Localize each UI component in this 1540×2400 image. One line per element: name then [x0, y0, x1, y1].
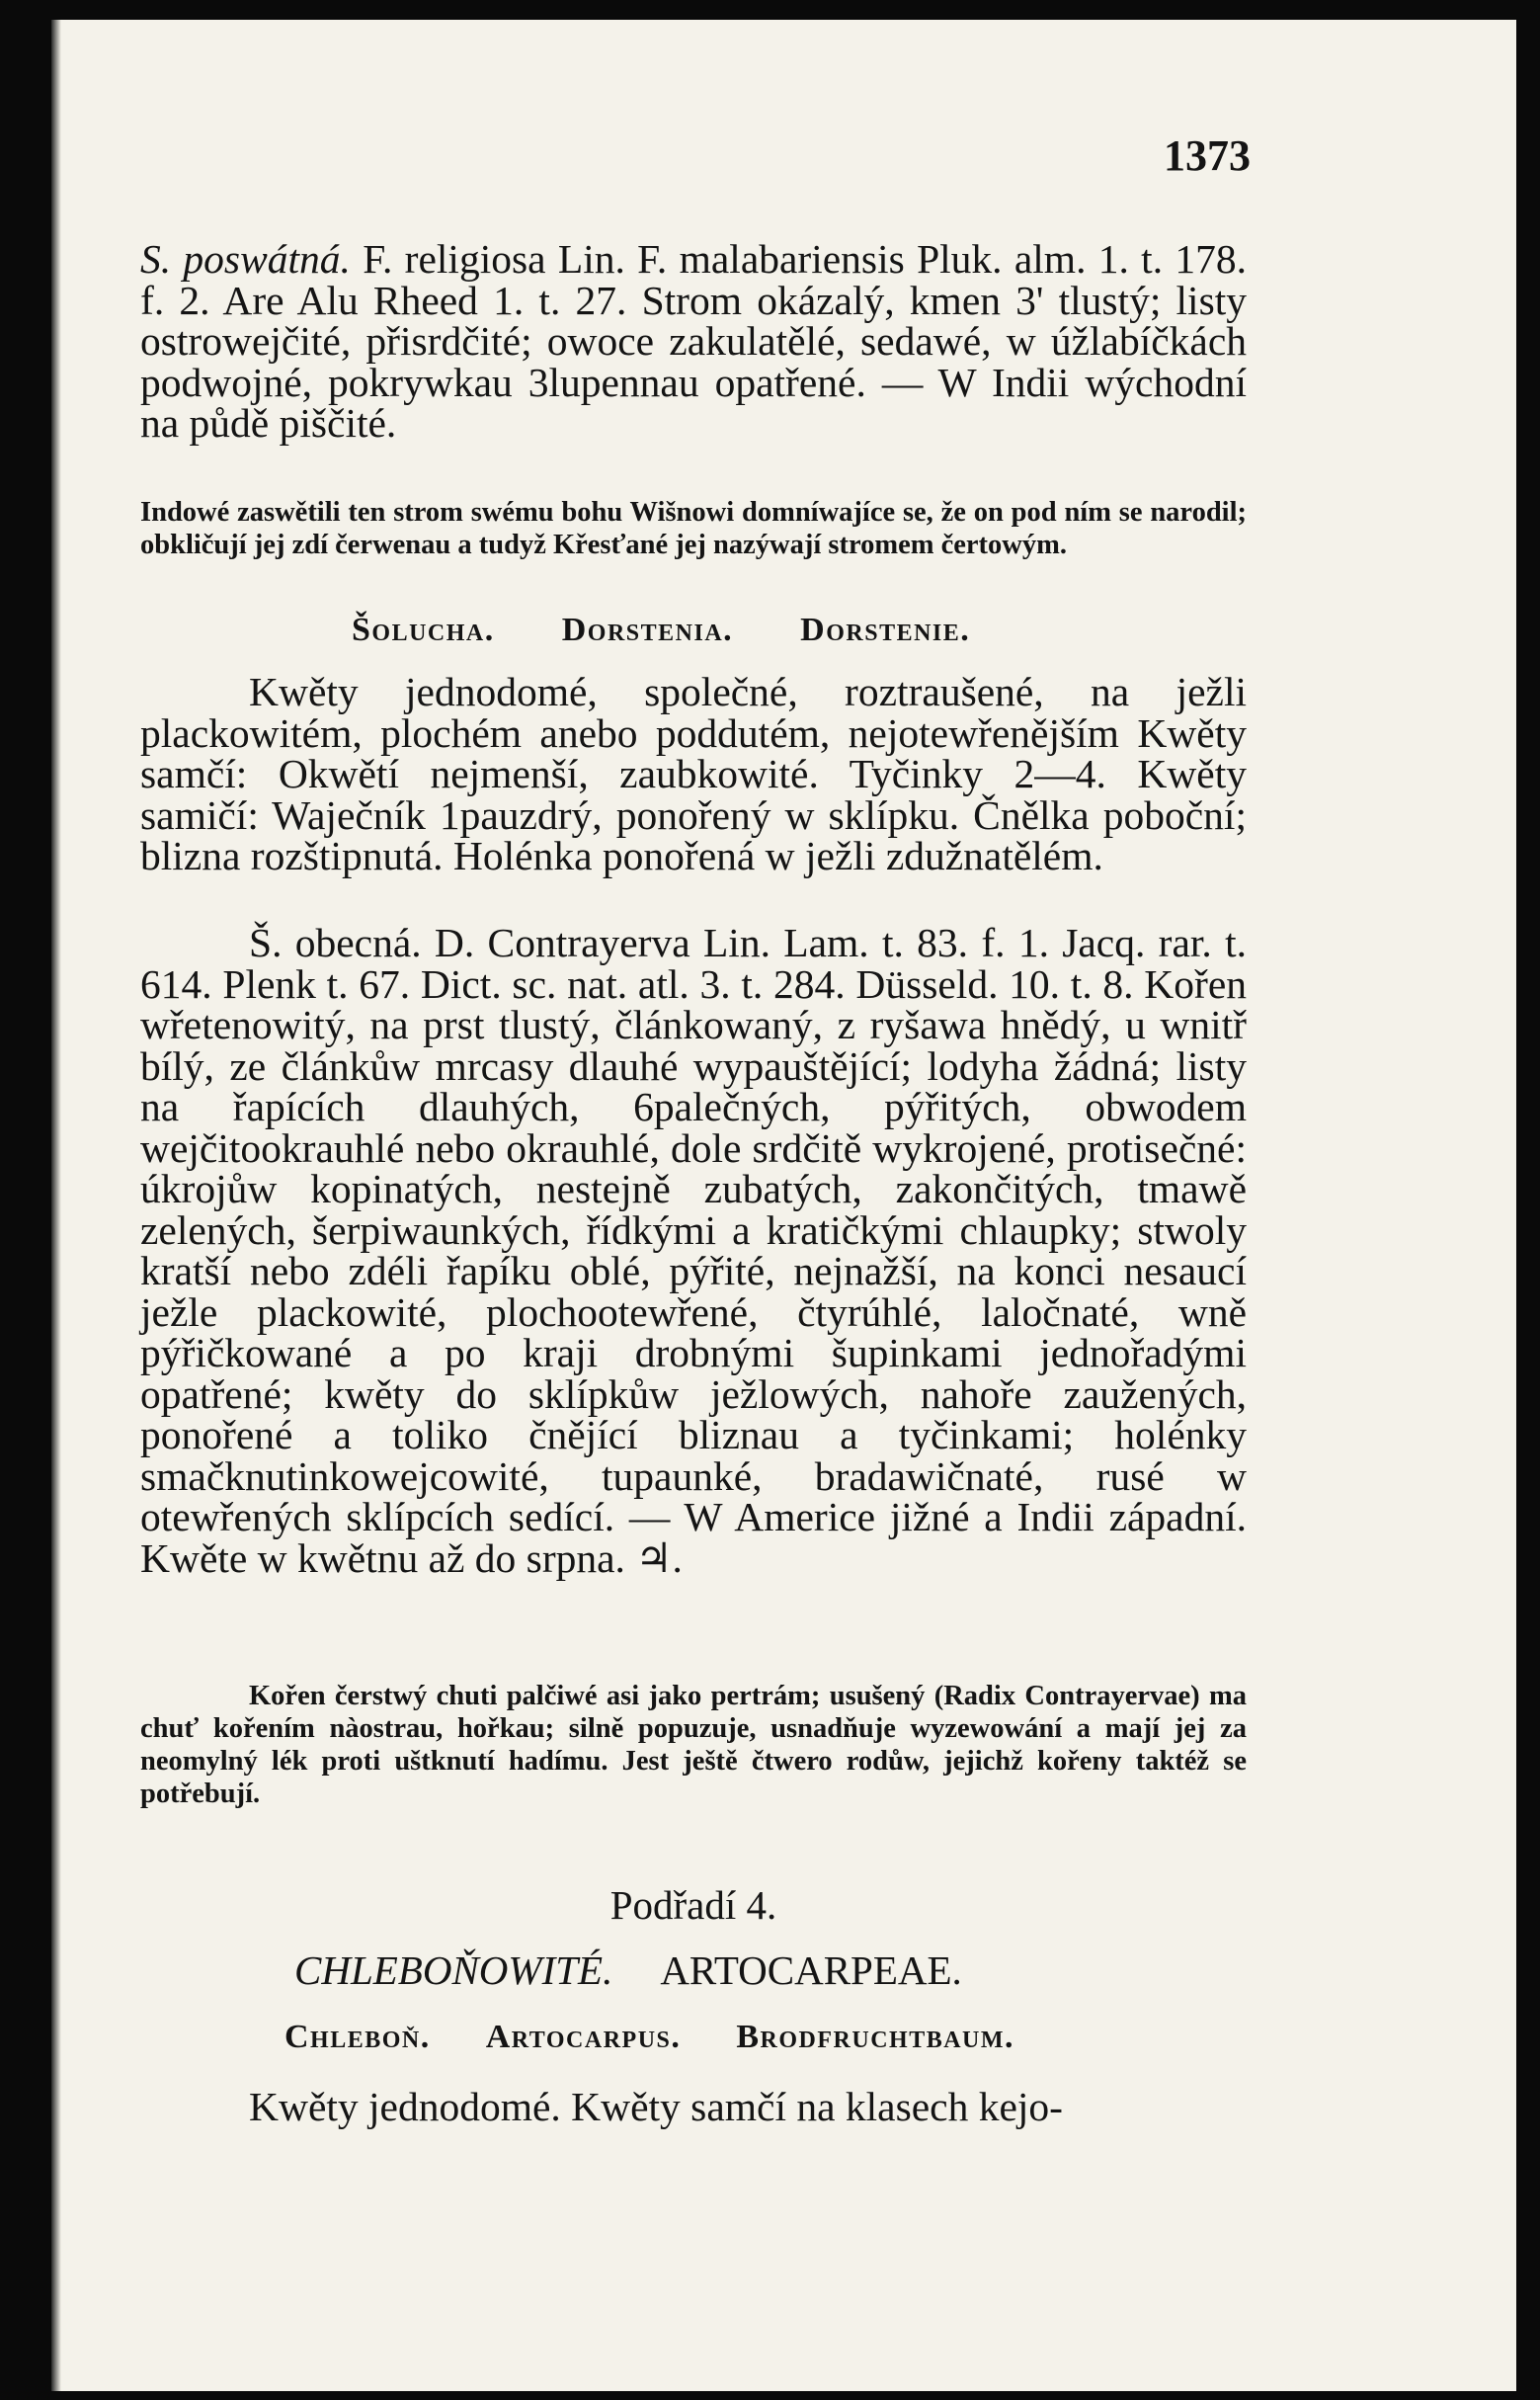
genus-heading-dorstenia — [352, 609, 1241, 652]
species-name: S. poswátná. — [140, 236, 351, 282]
subfamily-czech-name: CHLEBOŇOWITÉ. — [294, 1947, 613, 1993]
subfamily-latin-name: ARTOCARPEAE. — [660, 1947, 962, 1993]
genus-description-artocarpus: Kwěty jednodomé. Kwěty samčí na klasech kejo- — [249, 2084, 1063, 2129]
species-description: Strom okázalý, kmen 3' tlustý; listy ostrowejčité, přisrdčité; owoce zakulatělé, sedawé, w úžlabíčkách podwojné, pokrywkau 3lupennau opatřené. — W Indii wýchodní na půdě piščité. — [140, 277, 1248, 446]
genus-german-name: Dorstenie. — [800, 612, 971, 648]
note-contrayerva: Kořen čerstwý chuti palčiwé asi jako pertrám; usušený (Radix Contrayervae) ma chuť kořením nàostrau, hořkau; silně popuzuje, usnadňuje wyzewowání a mají jej za neomylný lék proti uštknutí hadímu. Jest ještě čtwero rodůw, jejichž kořeny taktéž se potřebují. — [140, 1681, 1247, 1809]
genus-czech-name: Šolucha. — [352, 612, 495, 648]
genus-heading-artocarpus — [284, 2016, 1272, 2059]
genus-latin-name: Dorstenia. — [561, 612, 734, 648]
species-synonyms: F. religiosa Lin. F. malabariensis Pluk. alm. 1. t. 178. f. 2. Are Alu Rheed 1. t. 27. — [140, 236, 1248, 323]
species-entry-religiosa — [140, 236, 1248, 446]
page-number: 1373 — [1164, 131, 1251, 180]
genus-description-dorstenia: Kwěty jednodomé, společné, roztraušené, na ježli plackowitém, plochém anebo poddutém, nejotewřenějším Kwěty samčí: Okwětí nejmenší, zaubkowité. Tyčinky 2—4. Kwěty samičí: Waječník 1pauzdrý, ponořený w sklípku. Čnělka poboční; blizna rozštipnutá. Holénka ponořená w ježli zdužnatělém. — [140, 669, 1247, 878]
genus-czech-name: Chleboň. — [284, 2019, 431, 2055]
note-religiosa: Indowé zaswětili ten strom swému bohu Wišnowi domníwajíce se, že on pod ním se narodil; obkličují jej zdí čerwenau a tudyž Křesťané jej nazýwají stromem čertowým. — [140, 497, 1247, 560]
species-entry-contrayerva: Š. obecná. D. Contrayerva Lin. Lam. t. 83. f. 1. Jacq. rar. t. 614. Plenk t. 67. Dict. sc. nat. atl. 3. t. 284. Düsseld. 10. t. 8. Kořen wřetenowitý, na prst tlustý, článkowaný, z ryšawa hnědý, u wnitř bílý, ze článkůw mrcasy dlauhé wypauštějící; lodyha žádná; listy na řapících dlauhých, 6palečných, pýřitých, obwodem wejčitookrauhlé nebo okrauhlé, dole srdčitě wykrojené, protisečné: úkrojůw kopinatých, nestejně zubatých, zakončitých, tmawě zelených, šerpiwaunkých, řídkými a kratičkými chlaupky; stwoly kratší nebo zdéli řapíku oblé, pýřité, nejnažší, na konci nesaucí ježle plackowité, plochootewřené, čtyrúhlé, laločnaté, wně pýřičkowané a po kraji drobnými šupinkami jednořadými opatřené; kwěty do sklípkůw ježlowých, nahoře zaužených, ponořené a toliko čnějící bliznau a tyčinkami; holénky smačknutinkowejcowité, tupaunké, bradawičnaté, rusé w otewřených sklípcích sedící. — W Americe jižné a Indii západní. Kwěte w kwětnu až do srpna. ♃. — [140, 920, 1247, 1581]
genus-latin-name: Artocarpus. — [485, 2019, 682, 2055]
subfamily-number: Podřadí 4. — [609, 1882, 777, 1928]
subfamily-heading — [294, 1946, 1183, 1994]
genus-german-name: Brodfruchtbaum. — [736, 2019, 1015, 2055]
book-page — [51, 20, 1516, 2391]
